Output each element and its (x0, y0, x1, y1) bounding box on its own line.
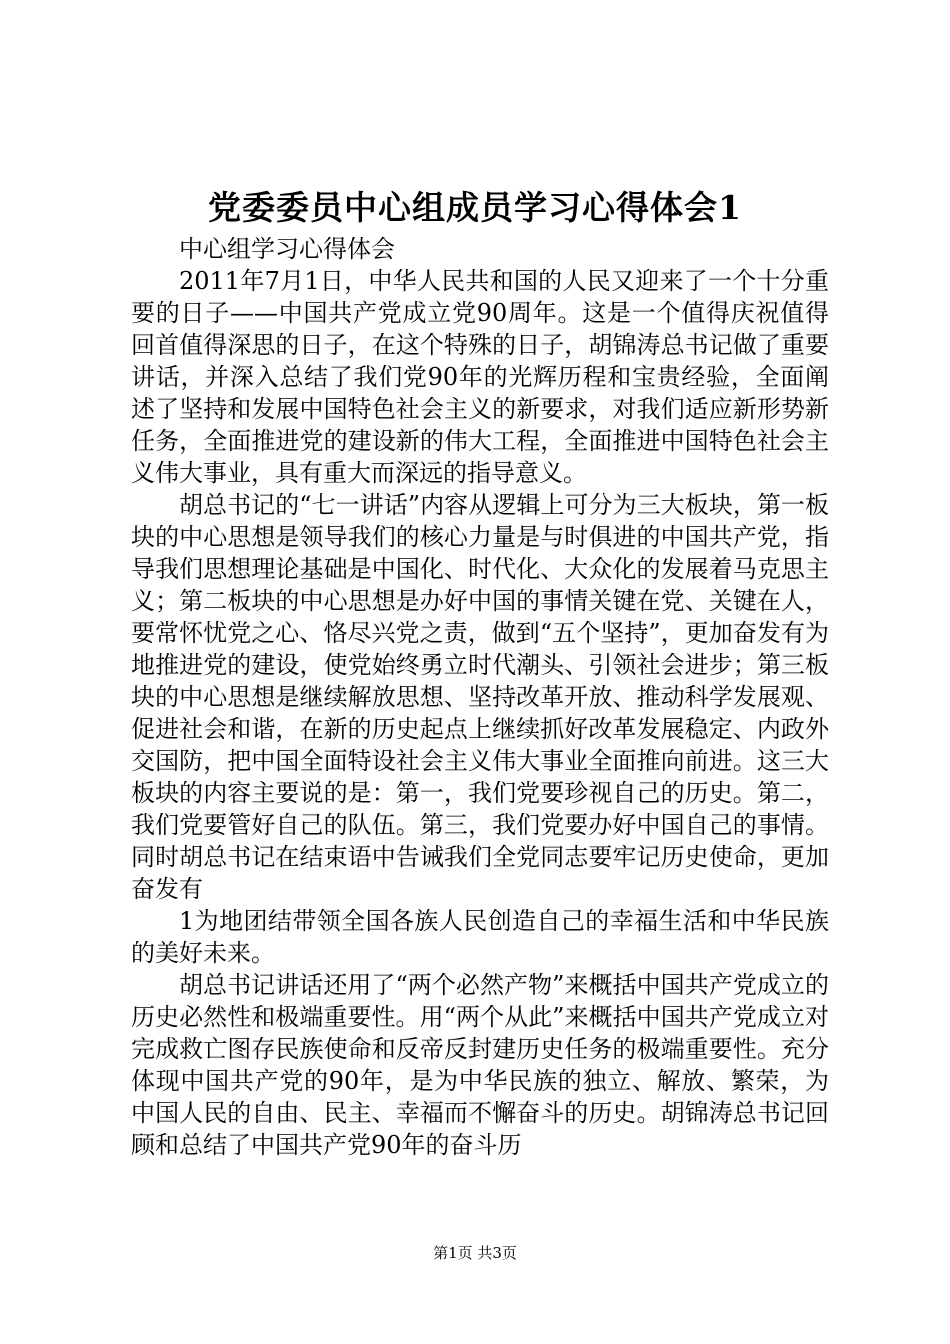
document-body (131, 233, 829, 1161)
paragraph-continuation: 1为地团结带领全国各族人民创造自己的幸福生活和中华民族的美好未来。 (131, 907, 829, 967)
document-title: 党委委员中心组成员学习心得体会1 (208, 188, 742, 227)
paragraph-two-inevitables: 胡总书记讲话还用了“两个必然产物”来概括中国共产党成立的历史必然性和极端重要性。用“两个从此”来概括中国共产党成立对完成救亡图存民族使命和反帝反封建历史任务的极端重要性。充分体现中国共产党的90年，是为中华民族的独立、解放、繁荣，为中国人民的自由、民主、幸福而不懈奋斗的历史。胡锦涛总书记回顾和总结了中国共产党90年的奋斗历 (131, 971, 829, 1159)
paragraph-speech-blocks: 胡总书记的“七一讲话”内容从逻辑上可分为三大板块，第一板块的中心思想是领导我们的核心力量是与时俱进的中国共产党，指导我们思想理论基础是中国化、时代化、大众化的发展着马克思主义；第二板块的中心思想是办好中国的事情关键在党、关键在人，要常怀忧党之心、恪尽兴党之责，做到“五个坚持”，更加奋发有为地推进党的建设，使党始终勇立时代潮头、引领社会进步；第三板块的中心思想是继续解放思想、坚持改革开放、推动科学发展观、促进社会和谐，在新的历史起点上继续抓好改革发展稳定、内政外交国防，把中国全面特设社会主义伟大事业全面推向前进。这三大板块的内容主要说的是：第一，我们党要珍视自己的历史。第二，我们党要管好自己的队伍。第三，我们党要办好中国自己的事情。同时胡总书记在结束语中告诫我们全党同志要牢记历史使命，更加奋发有 (131, 491, 829, 903)
paragraph-subtitle: 中心组学习心得体会 (179, 235, 395, 263)
paragraph-intro: 2011年7月1日，中华人民共和国的人民又迎来了一个十分重要的日子——中国共产党成立党90周年。这是一个值得庆祝值得回首值得深思的日子，在这个特殊的日子，胡锦涛总书记做了重要讲话，并深入总结了我们党90年的光辉历程和宝贵经验，全面阐述了坚持和发展中国特色社会主义的新要求，对我们适应新形势新任务，全面推进党的建设新的伟大工程，全面推进中国特色社会主义伟大事业，具有重大而深远的指导意义。 (131, 267, 829, 487)
page-footer: 第1页 共3页 (433, 1244, 517, 1262)
